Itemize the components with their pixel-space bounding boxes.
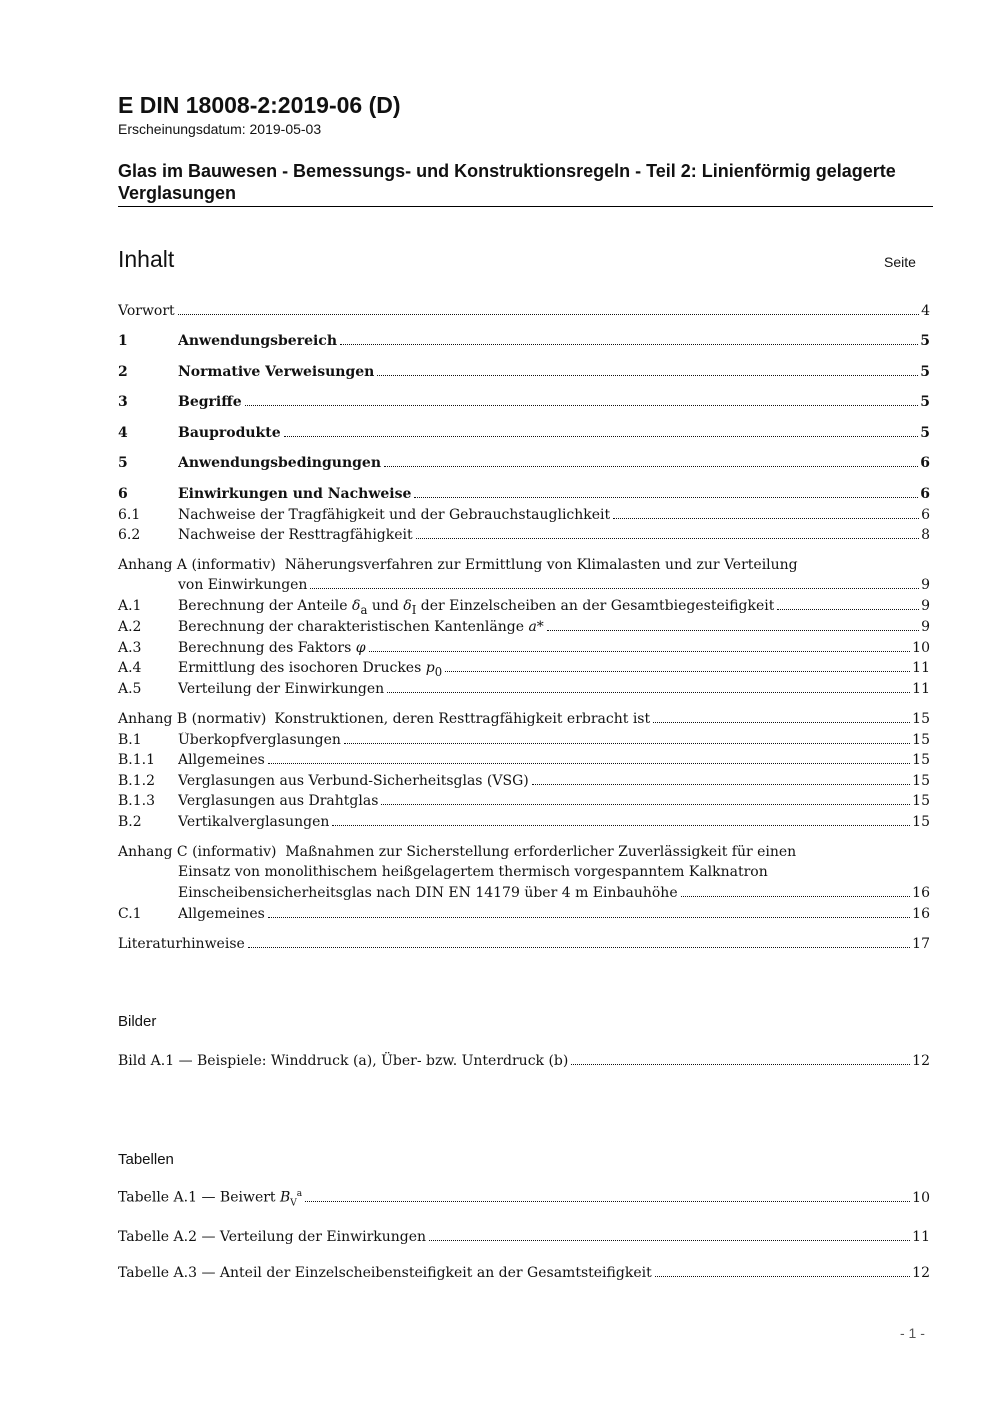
toc-entry-page: 6 [920, 486, 930, 502]
toc-entry-page: 15 [912, 711, 930, 727]
toc-entry-page: 5 [920, 333, 930, 349]
toc-entry-page: 8 [921, 527, 930, 543]
toc-entry-page: 11 [912, 660, 930, 676]
toc-entry[interactable] [118, 640, 930, 660]
document-id: E DIN 18008-2:2019-06 (D) [118, 92, 401, 118]
toc-entry[interactable] [118, 486, 930, 506]
toc-entry-title: Anwendungsbedingungen [178, 455, 381, 471]
toc-entry-number: 4 [118, 425, 128, 441]
toc-entry-number: 6.2 [118, 527, 141, 543]
toc-entry-title: Anwendungsbereich [178, 333, 337, 349]
toc-entry[interactable] [118, 527, 930, 547]
table-list-item[interactable] [118, 1265, 930, 1285]
leader-dots [245, 405, 919, 406]
toc-entry-title-continued: Einscheibensicherheitsglas nach DIN EN 14179 über 4 m Einbauhöhe [178, 885, 678, 901]
toc-entry[interactable] [118, 455, 930, 475]
toc-entry-page: 17 [912, 936, 930, 952]
toc-entry-number: 6 [118, 486, 128, 502]
toc-entry-title: Einwirkungen und Nachweise [178, 486, 412, 502]
toc-entry-title: Bauprodukte [178, 425, 281, 441]
leader-dots [655, 1276, 910, 1277]
toc-entry[interactable] [118, 619, 930, 639]
toc-entry-number: A.2 [118, 619, 142, 635]
toc-entry-page: 5 [920, 425, 930, 441]
leader-dots [777, 609, 919, 610]
toc-entry[interactable] [118, 732, 930, 752]
toc-entry-title: Verglasungen aus Verbund-Sicherheitsglas (VSG) [178, 773, 529, 789]
toc-entry[interactable] [118, 793, 930, 813]
toc-entry-annex-c[interactable] [118, 844, 930, 907]
leader-dots [381, 804, 910, 805]
toc-entry[interactable] [118, 936, 930, 956]
toc-entry-number: C.1 [118, 906, 142, 922]
toc-entry-page: 6 [920, 455, 930, 471]
table-page: 12 [912, 1265, 930, 1281]
toc-entry-annex-b[interactable] [118, 711, 930, 731]
toc-entry-title: Berechnung der Anteile $\delta_a$ und $\delta_I$ der Einzelscheiben an der Gesamtbiegesteifigkeit [178, 598, 775, 617]
leader-dots [340, 344, 918, 345]
toc-entry-page: 16 [912, 906, 930, 922]
toc-entry-page: 15 [912, 732, 930, 748]
toc-entry-page: 9 [921, 598, 930, 614]
leader-dots [653, 722, 910, 723]
toc-entry-number: B.1 [118, 732, 142, 748]
toc-entry-title-continued: Einsatz von monolithischem heißgelagertem thermisch vorgespanntem Kalknatron [178, 864, 768, 880]
toc-entry-number: 1 [118, 333, 128, 349]
toc-entry-title: Allgemeines [178, 752, 265, 768]
toc-entry-page: 15 [912, 793, 930, 809]
toc-entry-number: B.1.2 [118, 773, 156, 789]
toc-entry-page: 10 [912, 640, 930, 656]
toc-entry-title: Maßnahmen zur Sicherstellung erforderlicher Zuverlässigkeit für einen [285, 844, 797, 860]
leader-dots [547, 630, 919, 631]
toc-entry-number: A.5 [118, 681, 142, 697]
toc-entry-number: 2 [118, 364, 128, 380]
figure-label: Bild A.1 — Beispiele: Winddruck (a), Über- bzw. Unterdruck (b) [118, 1053, 569, 1069]
toc-entry-number: B.1.1 [118, 752, 156, 768]
toc-heading: Inhalt [118, 246, 175, 272]
leader-dots [384, 466, 918, 467]
toc-entry-number: Anhang C (informativ) [118, 844, 277, 860]
toc-entry-title: Vertikalverglasungen [178, 814, 330, 830]
toc-entry-page: 9 [921, 619, 930, 635]
toc-entry-page: 4 [921, 303, 930, 319]
toc-entry-title: Normative Verweisungen [178, 364, 375, 380]
toc-entry[interactable] [118, 394, 930, 414]
leader-dots [571, 1064, 910, 1065]
leader-dots [414, 497, 918, 498]
toc-entry-number: 6.1 [118, 507, 141, 523]
figure-list-item[interactable] [118, 1053, 930, 1073]
toc-entry-number: Anhang B (normativ) [118, 711, 267, 727]
table-label: Tabelle A.1 — Beiwert $B_V^a$ [118, 1189, 303, 1209]
toc-entry-number: B.1.3 [118, 793, 156, 809]
leader-dots [332, 825, 910, 826]
toc-entry-title: Überkopfverglasungen [178, 732, 341, 748]
toc-entry-page: 15 [912, 814, 930, 830]
toc-entry-page: 15 [912, 773, 930, 789]
toc-entry[interactable] [118, 906, 930, 926]
title-divider [118, 206, 933, 207]
leader-dots [369, 651, 911, 652]
leader-dots [416, 538, 919, 539]
figure-page: 12 [912, 1053, 930, 1069]
table-page: 11 [912, 1229, 930, 1245]
leader-dots [681, 896, 911, 897]
toc-entry[interactable] [118, 425, 930, 445]
toc-entry-number: 5 [118, 455, 128, 471]
toc-entry-page: 5 [920, 364, 930, 380]
toc-entry[interactable] [118, 364, 930, 384]
toc-entry-title: Vorwort [118, 303, 175, 319]
toc-entry-title: Verteilung der Einwirkungen [178, 681, 385, 697]
toc-entry-page: 15 [912, 752, 930, 768]
toc-entry-title: Ermittlung des isochoren Druckes $p_0$ [178, 660, 443, 679]
leader-dots [284, 436, 919, 437]
toc-entry-title: Berechnung des Faktors φ [178, 640, 366, 656]
leader-dots [344, 743, 910, 744]
toc-entry-title: Konstruktionen, deren Resttragfähigkeit erbracht ist [274, 711, 651, 727]
toc-entry-page: 6 [921, 507, 930, 523]
toc-entry-page: 16 [912, 885, 930, 901]
toc-entry-page: 11 [912, 681, 930, 697]
toc-entry[interactable] [118, 333, 930, 353]
toc-entry-title: Nachweise der Resttragfähigkeit [178, 527, 413, 543]
toc-entry-page: 9 [921, 577, 930, 593]
leader-dots [429, 1240, 910, 1241]
toc-page-column-heading: Seite [884, 254, 916, 270]
toc-entry[interactable] [118, 773, 930, 793]
toc-entry[interactable] [118, 303, 930, 323]
toc-entry[interactable] [118, 598, 930, 618]
toc-entry-title: Nachweise der Tragfähigkeit und der Gebrauchstauglichkeit [178, 507, 611, 523]
toc-entry-page: 5 [920, 394, 930, 410]
toc-entry-title: Literaturhinweise [118, 936, 245, 952]
toc-entry-title: Näherungsverfahren zur Ermittlung von Klimalasten und zur Verteilung [284, 557, 798, 573]
toc-entry-number: 3 [118, 394, 128, 410]
page-number: - 1 - [900, 1325, 925, 1341]
toc-entry-title: Allgemeines [178, 906, 265, 922]
publication-date: Erscheinungsdatum: 2019-05-03 [118, 121, 322, 137]
toc-entry-number: A.4 [118, 660, 142, 676]
toc-entry-number: A.1 [118, 598, 142, 614]
leader-dots [387, 692, 910, 693]
toc-entry-number: Anhang A (informativ) [118, 557, 276, 573]
table-page: 10 [912, 1189, 930, 1206]
leader-dots [178, 314, 919, 315]
toc-entry-annex-a[interactable] [118, 557, 930, 599]
toc-entry-number: B.2 [118, 814, 142, 830]
toc-entry[interactable] [118, 507, 930, 527]
leader-dots [268, 917, 910, 918]
toc-entry[interactable] [118, 814, 930, 834]
toc-entry-title: Berechnung der charakteristischen Kantenlänge a* [178, 619, 544, 635]
table-list-item[interactable] [118, 1189, 930, 1209]
toc-entry[interactable] [118, 752, 930, 772]
leader-dots [377, 375, 918, 376]
toc-entry[interactable] [118, 660, 930, 680]
table-label: Tabelle A.3 — Anteil der Einzelscheibensteifigkeit an der Gesamtsteifigkeit [118, 1265, 652, 1281]
toc-entry-title: Verglasungen aus Drahtglas [178, 793, 379, 809]
toc-entry-title-continued: von Einwirkungen [178, 577, 308, 593]
leader-dots [305, 1201, 910, 1202]
leader-dots [445, 671, 910, 672]
tables-heading: Tabellen [118, 1151, 174, 1168]
toc-entry-number: A.3 [118, 640, 142, 656]
table-list-item[interactable] [118, 1229, 930, 1249]
toc-entry[interactable] [118, 681, 930, 701]
figures-heading: Bilder [118, 1013, 157, 1030]
leader-dots [268, 763, 910, 764]
leader-dots [613, 518, 919, 519]
toc-entry-title: Begriffe [178, 394, 242, 410]
table-label: Tabelle A.2 — Verteilung der Einwirkungen [118, 1229, 427, 1245]
leader-dots [310, 588, 919, 589]
document-title: Glas im Bauwesen - Bemessungs- und Konstruktionsregeln - Teil 2: Linienförmig gelagerte Verglasungen [118, 161, 896, 203]
leader-dots [248, 947, 910, 948]
leader-dots [532, 784, 910, 785]
